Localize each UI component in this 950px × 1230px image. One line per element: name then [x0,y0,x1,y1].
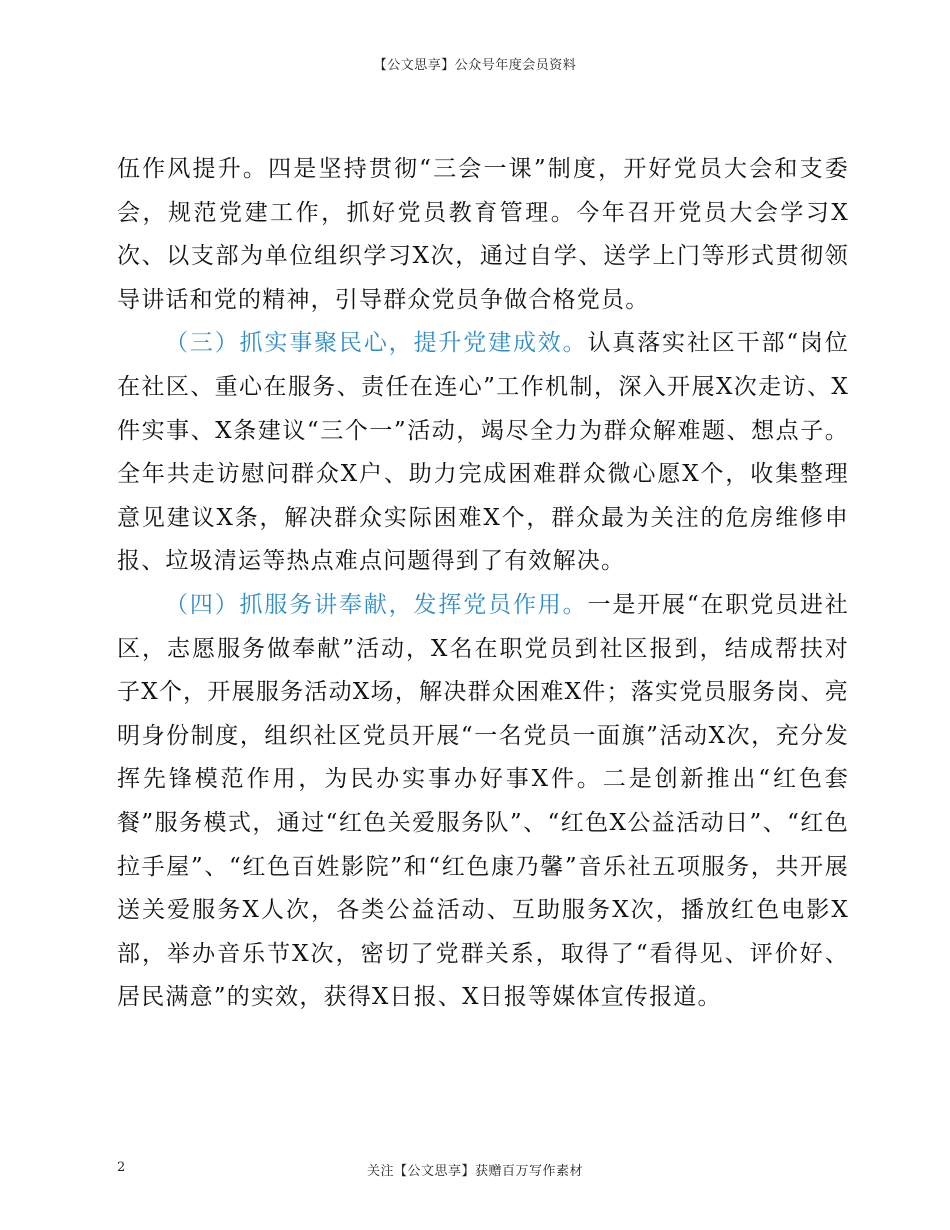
footer-text: 关注【公文思享】获赠百万写作素材 [366,1164,583,1179]
paragraph-text: 一是开展“在职党员进社区，志愿服务做奉献”活动，X名在职党员到社区报到，结成帮扶对子X个，开展服务活动X场，解决群众困难X件；落实党员服务岗、亮明身份制度，组织社区党员开展“一名党员一面旗”活动X次，充分发挥先锋模范作用，为民办实事办好事X件。二是创新推出“红色套餐”服务模式，通过“红色关爱服务队”、“红色X公益活动日”、“红色拉手屋”、“红色百姓影院”和“红色康乃馨”音乐社五项服务，共开展送关爱服务X人次，各类公益活动、互助服务X次，播放红色电影X部，举办音乐节X次，密切了党群关系，取得了“看得见、评价好、居民满意”的实效，获得X日报、X日报等媒体宣传报道。 [117,591,849,1011]
section-heading: （四）抓服务讲奉献，发挥党员作用。 [165,591,588,618]
paragraph-section-4 [117,584,849,1020]
paragraph-continuation [117,148,849,322]
paragraph-text: 伍作风提升。四是坚持贯彻“三会一课”制度，开好党员大会和支委会，规范党建工作，抓好党员教育管理。今年召开党员大会学习X次、以支部为单位组织学习X次，通过自学、送学上门等形式贯彻领导讲话和党的精神，引导群众党员争做合格党员。 [117,156,849,313]
paragraph-section-3 [117,322,849,584]
paragraph-text: 认真落实社区干部“岗位在社区、重心在服务、责任在连心”工作机制，深入开展X次走访、X件实事、X条建议“三个一”活动，竭尽全力为群众解难题、想点子。全年共走访慰问群众X户、助力完成困难群众微心愿X个，收集整理意见建议X条，解决群众实际困难X个，群众最为关注的危房维修申报、垃圾清运等热点难点问题得到了有效解决。 [117,330,849,575]
page-header: 【公文思享】公众号年度会员资料 [373,58,577,73]
document-body [117,148,849,1020]
page-number: 2 [117,1160,126,1175]
section-heading: （三）抓实事聚民心，提升党建成效。 [165,330,588,357]
